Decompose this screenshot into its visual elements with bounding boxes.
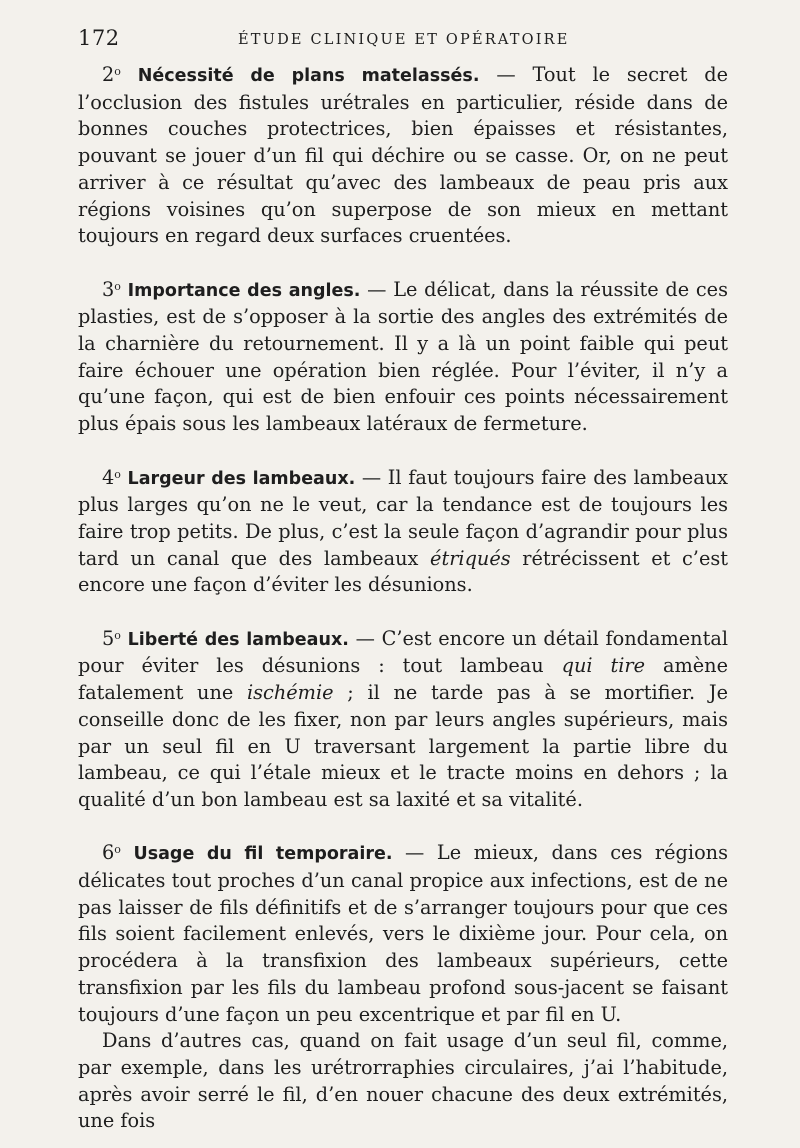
section-heading: Importance des angles. [127, 280, 361, 301]
section-number: 3$^o$ [102, 277, 121, 301]
section-heading: Liberté des lambeaux. [127, 629, 349, 650]
section-number: 5$^o$ [102, 626, 121, 650]
body-text [78, 62, 728, 1135]
section-heading: Largeur des lambeaux. [127, 468, 356, 489]
section-3-importance-angles [78, 277, 728, 438]
continuation-paragraph: Dans d’autres cas, quand on fait usage d’un seul fil, comme, par exemple, dans les urétrorraphies circulaires, j’ai l’habitude, après avoir serré le fil, d’en nouer chacune des deux extrémités, une fois [78, 1029, 728, 1133]
italic-term: étriqués [430, 546, 511, 570]
section-text: — Le délicat, dans la réussite de ces plasties, est de s’opposer à la sortie des angles des extrémités de la charnière du retournement. Il y a là un point faible qui peut faire échouer une opération bien réglée. Pour l’éviter, il n’y a qu’une façon, qui est de bien enfouir ces points nécessairement plus épais sous les lambeaux latéraux de fermeture. [78, 277, 728, 436]
running-title: ÉTUDE CLINIQUE ET OPÉRATOIRE [238, 32, 570, 48]
section-2-plans-matelasses [78, 62, 728, 250]
page-number: 172 [78, 26, 120, 50]
section-number: 4$^o$ [102, 465, 121, 489]
section-text: — Tout le secret de l’occlusion des fistules urétrales en particulier, réside dans de bonnes couches protectrices, bien épaisses et résistantes, pouvant se jouer d’un fil qui déchire ou se casse. Or, on ne peut arriver à ce résultat qu’avec des lambeaux de peau pris aux régions voisines qu’on superpose de son mieux en mettant toujours en regard deux surfaces cruentées. [78, 63, 728, 248]
section-number: 2$^o$ [102, 63, 121, 86]
section-text: — Le mieux, dans ces régions délicates tout proches d’un canal propice aux infections, est de ne pas laisser de fils définitifs et de s’arranger toujours pour que ces fils soient facilement enlevés, vers le dixième jour. Pour cela, on procédera à la transfixion des lambeaux supérieurs, cette transfixion par les fils du lambeau profond sous-jacent se faisant toujours d’une façon un peu excentrique et par fil en U. [78, 841, 728, 1026]
section-text: — C’est encore un détail fondamental pour éviter les désunions : tout lambeau [78, 626, 728, 678]
section-heading: Nécessité de plans matelassés. [137, 66, 480, 86]
section-text: — Il faut toujours faire des lambeaux plus larges qu’on ne le veut, car la tendance est de toujours les faire trop petits. De plus, c’est la seule façon d’agrandir pour plus tard un canal que des lambeaux [78, 465, 728, 570]
section-text: rétrécissent et c’est encore une façon d’éviter les désunions. [78, 546, 728, 597]
section-6-fil-temporaire [78, 840, 728, 1028]
section-heading: Usage du fil temporaire. [133, 844, 393, 865]
italic-term: qui tire [561, 654, 646, 678]
section-4-largeur-lambeaux [78, 465, 728, 600]
section-text: ; il ne tarde pas à se mortifier. Je conseille donc de les fixer, non par leurs angles supérieurs, mais par un seul fil en U traversant largement la partie libre du lambeau, ce qui l’étale mieux et le tracte moins en dehors ; la qualité d’un bon lambeau est sa laxité et sa vitalité. [78, 681, 728, 811]
running-head [78, 22, 770, 58]
italic-term: ischémie [246, 681, 334, 705]
section-5-liberte-lambeaux [78, 626, 728, 814]
section-number: 6$^o$ [102, 841, 121, 865]
section-text: amène fatalement une [78, 654, 728, 705]
